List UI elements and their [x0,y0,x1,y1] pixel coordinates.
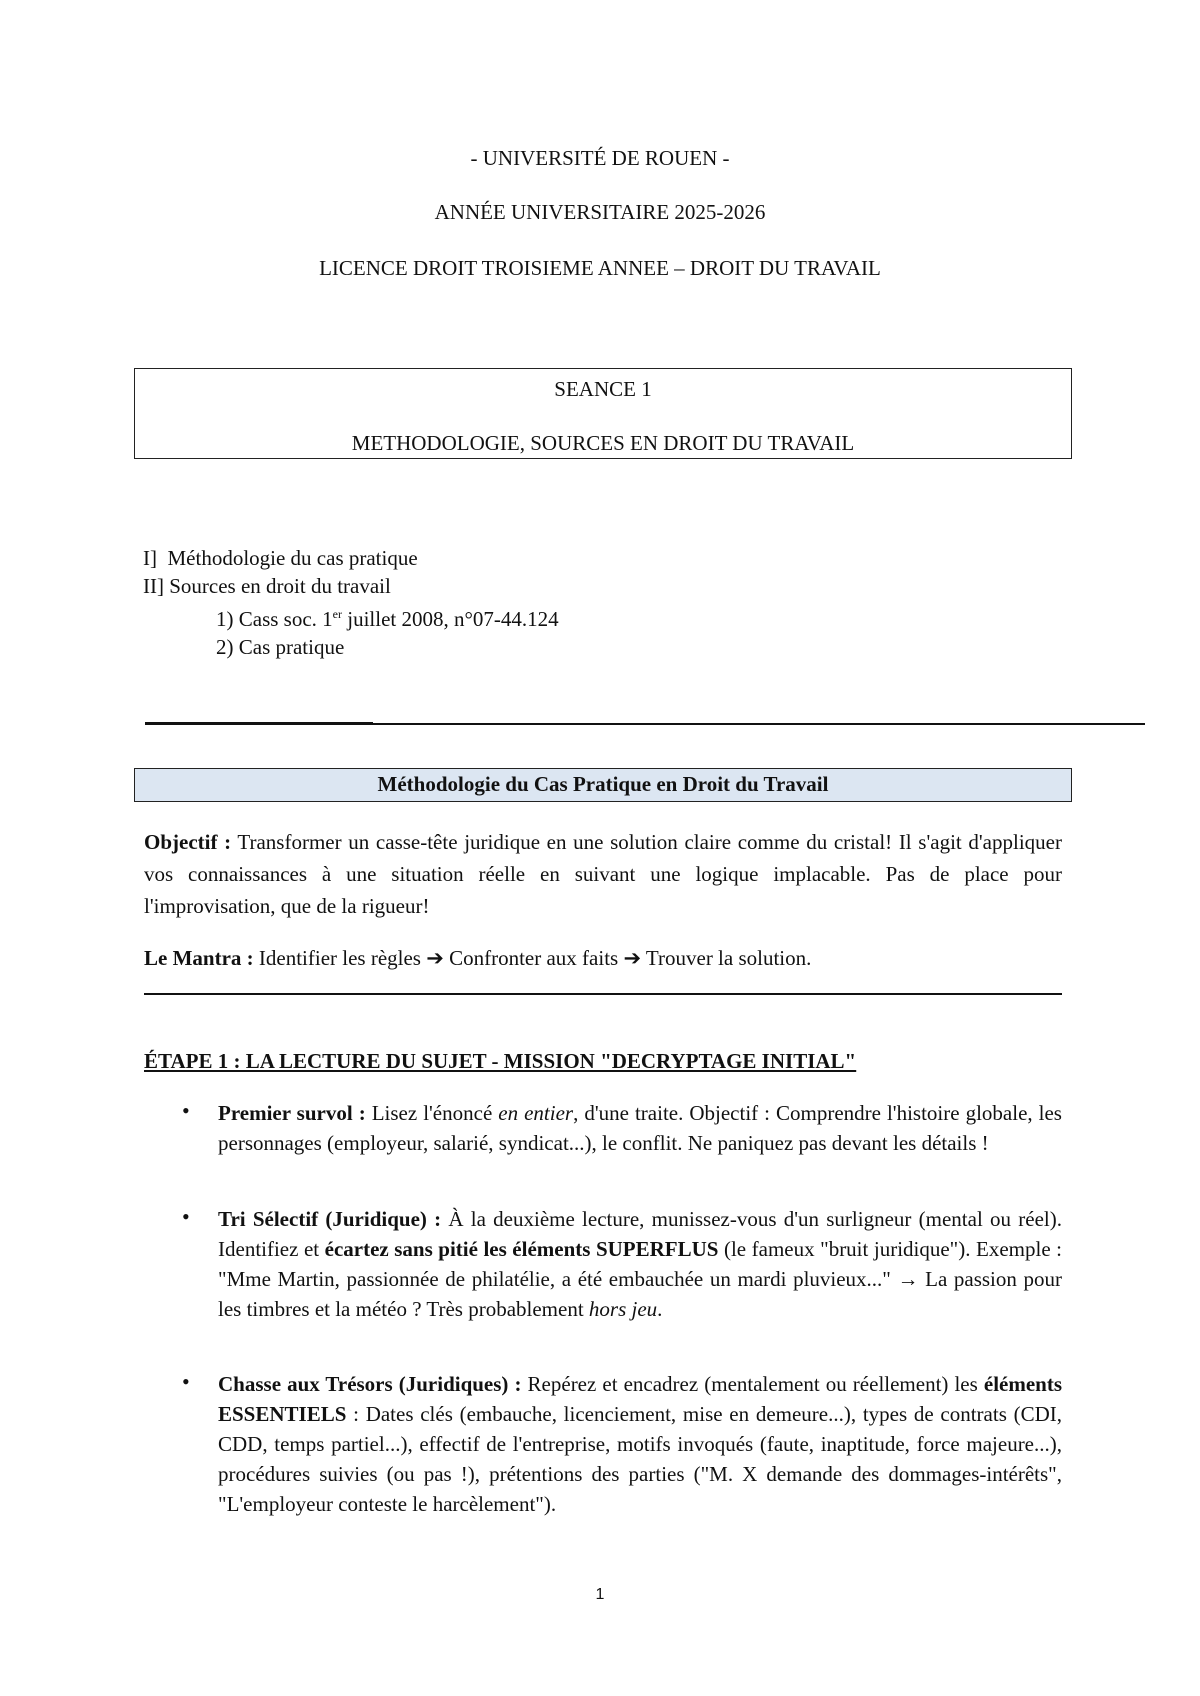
method-heading: Méthodologie du Cas Pratique en Droit du Travail [134,768,1072,802]
program-line: LICENCE DROIT TROISIEME ANNEE – DROIT DU TRAVAIL [319,256,881,280]
seance-title: METHODOLOGIE, SOURCES EN DROIT DU TRAVAIL [351,431,855,455]
separator-thin [373,723,1145,725]
bullet-text: Tri Sélectif (Juridique) : À la deuxième lecture, munissez-vous d'un surligneur (mental ou réel). Identifiez et écartez sans pitié les éléments SUPERFLUS (le fameux "bruit juridique"). Exemple : "Mme Martin, passionnée de philatélie, a été embauchée un mardi pluvieux..." → La passion pour les timbres et la météo ? Très probablement hors jeu. [218,1207,1062,1321]
bullet-item [182,1369,1062,1519]
page-number: 1 [595,1586,605,1603]
bullet-icon: • [182,1098,190,1123]
toc-item-1: I] Méthodologie du cas pratique [143,546,418,570]
seance-box [134,368,1072,459]
toc [143,544,843,661]
seance-number: SEANCE 1 [554,377,652,401]
bullet-text: Chasse aux Trésors (Juridiques) : Repérez et encadrez (mentalement ou réellement) les éléments ESSENTIELS : Dates clés (embauche, licenciement, mise en demeure...), types de contrats (CDI, CDD, temps partiel...), effectif de l'entreprise, motifs invoqués (faute, inaptitude, force majeure...), procédures suivies (ou pas !), prétentions des parties ("M. X demande des dommages-intérêts", "L'employeur conteste le harcèlement"). [218,1372,1063,1516]
mantra-paragraph: Le Mantra : Identifier les règles ➔ Confronter aux faits ➔ Trouver la solution. [144,946,812,970]
separator-thick [145,722,373,725]
bullet-icon: • [182,1369,190,1394]
toc-item-2: II] Sources en droit du travail [143,574,391,598]
bullet-icon: • [182,1204,190,1229]
toc-sub-item-2: 2) Cas pratique [216,635,345,659]
bullet-item [182,1098,1062,1158]
academic-year-line: ANNÉE UNIVERSITAIRE 2025-2026 [434,200,766,224]
bullet-text: Premier survol : Lisez l'énoncé en entier, d'une traite. Objectif : Comprendre l'histoire globale, les personnages (employeur, salarié, syndicat...), le conflit. Ne paniquez pas devant les détails ! [218,1101,1062,1155]
bullet-item [182,1204,1062,1324]
objectif-paragraph: Objectif : Transformer un casse-tête juridique en une solution claire comme du cristal! Il s'agit d'appliquer vos connaissances à une situation réelle en suivant une logique implacable. Pas de place pour l'improvisation, que de la rigueur! [144,830,1062,918]
mantra-divider [144,993,1062,995]
university-line: - UNIVERSITÉ DE ROUEN - [470,146,730,170]
etape1-title: ÉTAPE 1 : LA LECTURE DU SUJET - MISSION "DECRYPTAGE INITIAL" [144,1049,857,1073]
toc-sub-item-1: 1) Cass soc. 1er juillet 2008, n°07-44.124 [216,607,559,631]
